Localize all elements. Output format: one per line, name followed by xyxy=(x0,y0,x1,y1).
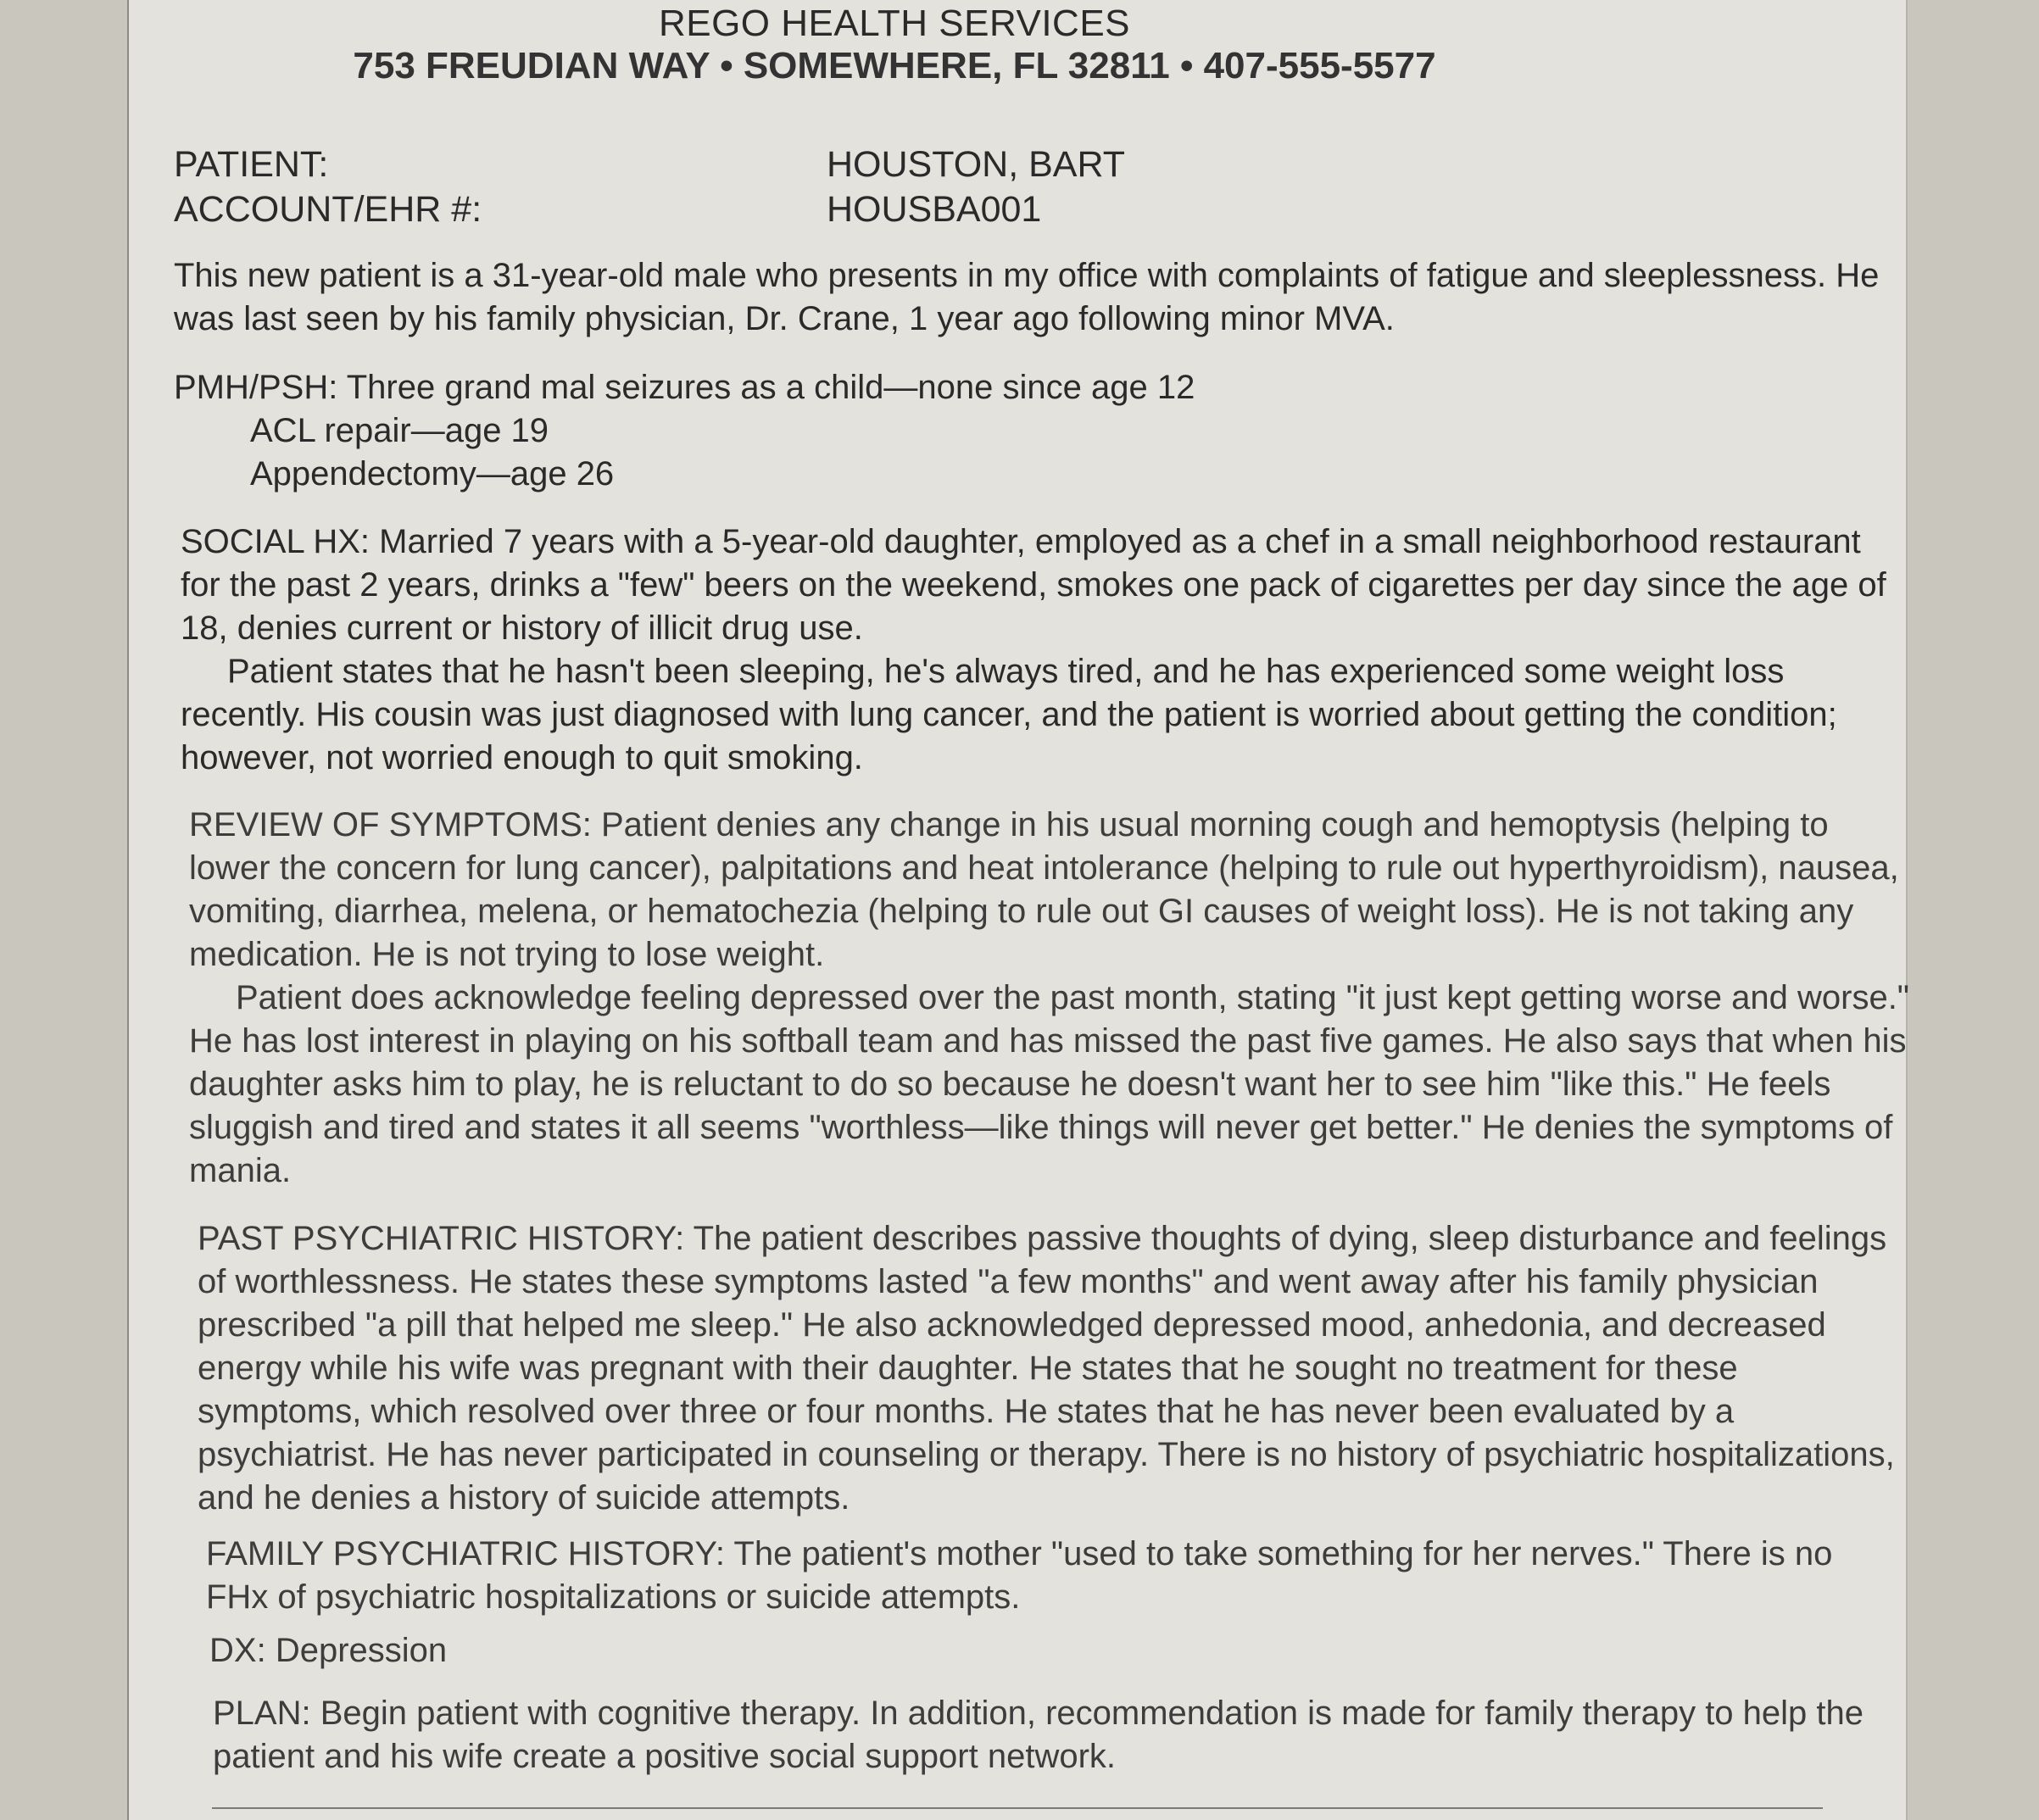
plan-label: PLAN: xyxy=(213,1695,311,1732)
family-psych-text: The patient's mother "used to take something for her nerves." There is no FHx of psychiatric hospitalizations or suicide attempts. xyxy=(206,1535,1833,1616)
intro-text: This new patient is a 31-year-old male who presents in my office with complaints of fatigue and sleeplessness. He was last seen by his family physician, Dr. Crane, 1 year ago following minor MVA. xyxy=(174,257,1880,337)
pmh-line-3: Appendectomy—age 26 xyxy=(250,455,615,493)
account-label: ACCOUNT/EHR #: xyxy=(174,189,482,230)
family-psychiatric-history-section xyxy=(206,1533,1902,1619)
past-psych-label: PAST PSYCHIATRIC HISTORY: xyxy=(198,1220,685,1257)
review-text: Patient denies any change in his usual morning cough and hemoptysis (helping to lower the concern for lung cancer), palpitations and heat intolerance (helping to rule out hyperthyroidism), nausea, vomiting, diarrhea, melena, or hematochezia (helping to rule out GI causes of weight loss). He is not taking any medication. He is not trying to lose weight. xyxy=(189,806,1899,973)
social-history-section xyxy=(181,520,1902,780)
plan-section xyxy=(213,1692,1908,1778)
org-address: 753 FREUDIAN WAY • SOMEWHERE, FL 32811 • 407-555-5577 xyxy=(353,45,1436,86)
past-psychiatric-history-section xyxy=(198,1217,1902,1520)
patient-row xyxy=(174,142,1446,187)
diagnosis-section xyxy=(209,1629,1930,1673)
pmh-line-2: ACL repair—age 19 xyxy=(250,412,549,449)
pmh-line-1: Three grand mal seizures as a child—none since age 12 xyxy=(346,369,1195,406)
social-text: Married 7 years with a 5-year-old daughter, employed as a chef in a small neighborhood restaurant for the past 2 years, drinks a "few" beers on the weekend, smokes one pack of cigarettes per day since the age of 18, denies current or history of illicit drug use. xyxy=(181,523,1886,647)
account-row xyxy=(174,187,1446,232)
past-psych-text: The patient describes passive thoughts of dying, sleep disturbance and feelings of worthlessness. He states these symptoms lasted "a few months" and went away after his family physician prescribed "a pill that helped me sleep." He also acknowledged depressed mood, anhedonia, and decreased energy while his wife was pregnant with their daughter. He states that he sought no treatment for these symptoms, which resolved over three or four months. He states that he has never been evaluated by a psychiatrist. He has never participated in counseling or therapy. There is no history of psychiatric hospitalizations, and he denies a history of suicide attempts. xyxy=(198,1220,1895,1517)
intro-section xyxy=(174,254,1895,341)
family-psych-label: FAMILY PSYCHIATRIC HISTORY: xyxy=(206,1535,726,1572)
review-label: REVIEW OF SYMPTOMS: xyxy=(189,806,592,843)
pmh-label: PMH/PSH: xyxy=(174,369,338,406)
patient-name: HOUSTON, BART xyxy=(827,144,1126,185)
dx-label: DX: xyxy=(209,1632,266,1669)
patient-identification xyxy=(174,142,1446,232)
account-number: HOUSBA001 xyxy=(827,189,1042,230)
social-label: SOCIAL HX: xyxy=(181,523,370,560)
review-of-symptoms-section xyxy=(189,804,1910,1193)
social-text-2: Patient states that he hasn't been sleeping, he's always tired, and he has experienced some weight loss recently. His cousin was just diagnosed with lung cancer, and the patient is worried about getting the condition; however, not worried enough to quit smoking. xyxy=(181,653,1837,776)
pmh-section xyxy=(174,366,1895,496)
bottom-rule xyxy=(212,1807,1823,1809)
dx-text: Depression xyxy=(275,1632,448,1669)
plan-text: Begin patient with cognitive therapy. In addition, recommendation is made for family therapy to help the patient and his wife create a positive social support network. xyxy=(213,1695,1864,1775)
review-text-2: Patient does acknowledge feeling depressed over the past month, stating "it just kept getting worse and worse." He has lost interest in playing on his softball team and has missed the past five games. He also says that when his daughter asks him to play, he is reluctant to do so because he doesn't want her to see him "like this." He feels sluggish and tired and states it all seems "worthless—like things will never get better." He denies the symptoms of mania. xyxy=(189,979,1910,1189)
org-name: REGO HEALTH SERVICES xyxy=(658,3,1131,44)
patient-label: PATIENT: xyxy=(174,144,329,185)
